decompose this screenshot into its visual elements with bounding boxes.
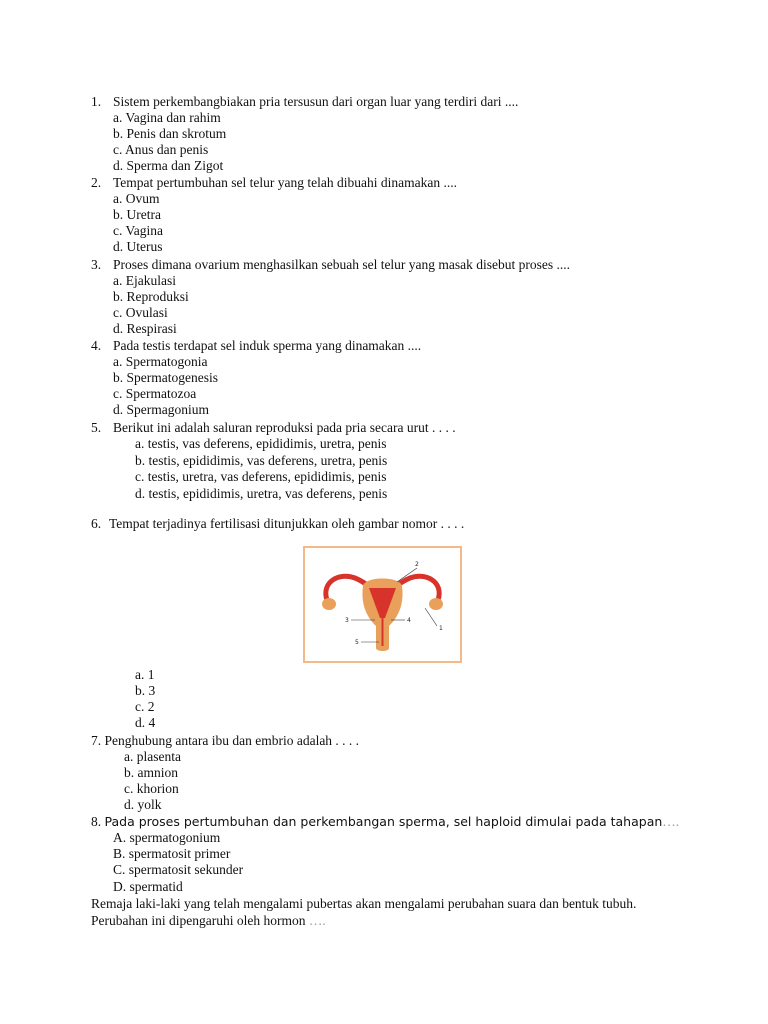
option: b. testis, epididimis, vas deferens, uretra, penis [135,453,388,468]
option: a. Spermatogonia [113,354,208,369]
question-number: 4. [91,338,102,353]
option: d. Uterus [113,239,163,254]
question-number: 8. [91,814,102,829]
question-text: Pada proses pertumbuhan dan perkembangan sperma, sel haploid dimulai pada tahapan [104,814,663,829]
question-number: 7. [91,733,102,748]
option: b. 3 [135,683,156,698]
option: a. Ovum [113,191,160,206]
option: b. Uretra [113,207,161,222]
question-text: Penghubung antara ibu dan embrio adalah . . . . [104,733,360,748]
option: b. amnion [124,765,178,780]
option: c. Ovulasi [113,305,168,320]
option: C. spermatosit sekunder [113,862,244,877]
option: d. Spermagonium [113,402,209,417]
question-number: 5. [91,420,102,435]
closing-text: Perubahan ini dipengaruhi oleh hormon [91,913,306,928]
option: c. 2 [135,699,155,714]
option: D. spermatid [113,879,183,894]
closing-line-1: Remaja laki-laki yang telah mengalami pubertas akan mengalami perubahan suara dan bentuk tubuh. [91,896,637,911]
figure-label-3: 3 [345,617,349,624]
female-reproductive-diagram [303,546,462,663]
option: a. Vagina dan rahim [113,110,221,125]
left-ovary [322,598,336,610]
option: a. plasenta [124,749,181,764]
right-ovary [429,598,443,610]
question-8 [91,814,679,830]
option: c. Spermatozoa [113,386,197,401]
question-text: Tempat terjadinya fertilisasi ditunjukkan oleh gambar nomor . . . . [109,516,465,531]
question-text: Tempat pertumbuhan sel telur yang telah dibuahi dinamakan .... [113,175,457,190]
question-7 [91,733,359,749]
option: d. Respirasi [113,321,177,336]
option: d. yolk [124,797,162,812]
question-number: 6. [91,516,102,531]
figure-label-2: 2 [415,561,419,568]
question-text: Berikut ini adalah saluran reproduksi pada pria secara urut . . . . [113,420,456,435]
figure-label-5: 5 [355,639,359,646]
option: a. 1 [135,667,155,682]
option: b. Spermatogenesis [113,370,218,385]
question-text: Sistem perkembangbiakan pria tersusun dari organ luar yang terdiri dari .... [113,94,519,109]
figure-label-1: 1 [439,625,443,632]
option: A. spermatogonium [113,830,221,845]
option: d. 4 [135,715,156,730]
option: b. Penis dan skrotum [113,126,227,141]
option: c. Anus dan penis [113,142,209,157]
closing-ellipsis: …. [308,913,326,928]
option: c. testis, uretra, vas deferens, epididimis, penis [135,469,387,484]
option: d. Sperma dan Zigot [113,158,224,173]
pointer-line [425,608,437,626]
option: a. Ejakulasi [113,273,176,288]
question-number: 2. [91,175,102,190]
question-ellipsis: …. [662,814,680,829]
option: c. khorion [124,781,179,796]
question-text: Pada testis terdapat sel induk sperma yang dinamakan .... [113,338,422,353]
question-number: 3. [91,257,102,272]
figure-label-4: 4 [407,617,411,624]
question-number: 1. [91,94,102,109]
option: B. spermatosit primer [113,846,231,861]
option: a. testis, vas deferens, epididimis, uretra, penis [135,436,387,451]
question-text: Proses dimana ovarium menghasilkan sebuah sel telur yang masak disebut proses .... [113,257,571,272]
option: b. Reproduksi [113,289,189,304]
uterus-illustration [305,548,460,661]
closing-line-2 [91,913,326,929]
option: c. Vagina [113,223,163,238]
option: d. testis, epididimis, uretra, vas deferens, penis [135,486,388,501]
